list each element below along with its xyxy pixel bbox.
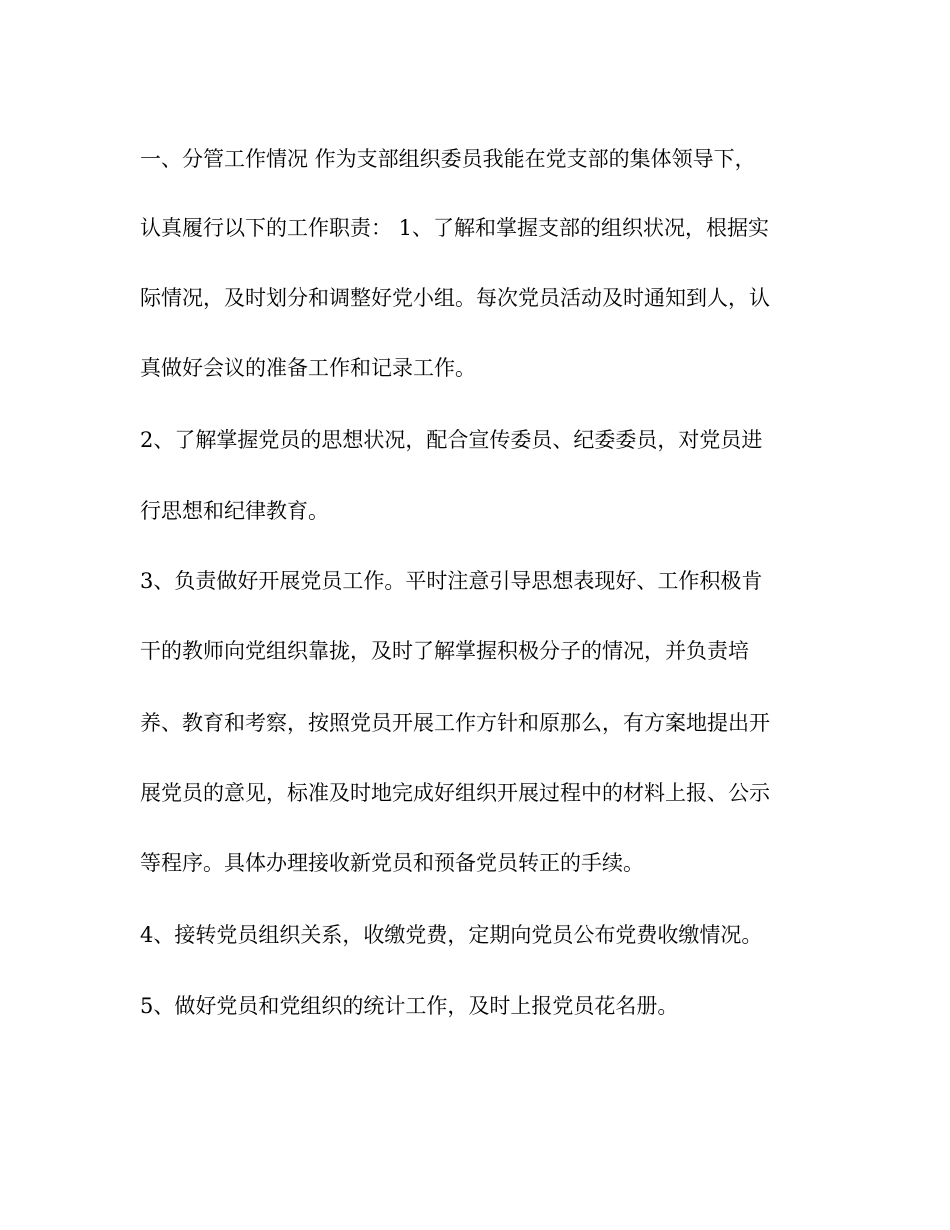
- text-line: 行思想和纪律教育。: [140, 499, 329, 523]
- text-line: 5、做好党员和党组织的统计工作，及时上报党员花名册。: [140, 994, 679, 1018]
- text-line: 养、教育和考察，按照党员开展工作方针和原那么，有方案地提出开: [140, 711, 770, 735]
- text-line: 一、分管工作情况 作为支部组织委员我能在党支部的集体领导下，: [140, 147, 756, 171]
- text-line: 干的教师向党组织靠拢，及时了解掌握积极分子的情况，并负责培: [140, 639, 749, 663]
- text-line: 4、接转党员组织关系，收缴党费，定期向党员公布党费收缴情况。: [140, 923, 763, 947]
- text-line: 展党员的意见，标准及时地完成好组织开展过程中的材料上报、公示: [140, 781, 770, 805]
- text-line: 真做好会议的准备工作和记录工作。: [140, 356, 476, 380]
- text-line: 3、负责做好开展党员工作。平时注意引导思想表现好、工作积极肯: [140, 569, 763, 593]
- text-line: 2、了解掌握党员的思想状况，配合宣传委员、纪委委员，对党员进: [140, 428, 763, 452]
- text-line: 等程序。具体办理接收新党员和预备党员转正的手续。: [140, 851, 644, 875]
- text-line: 际情况，及时划分和调整好党小组。每次党员活动及时通知到人，认: [140, 286, 770, 310]
- text-line: 认真履行以下的工作职责： 1、了解和掌握支部的组织状况，根据实: [140, 216, 770, 240]
